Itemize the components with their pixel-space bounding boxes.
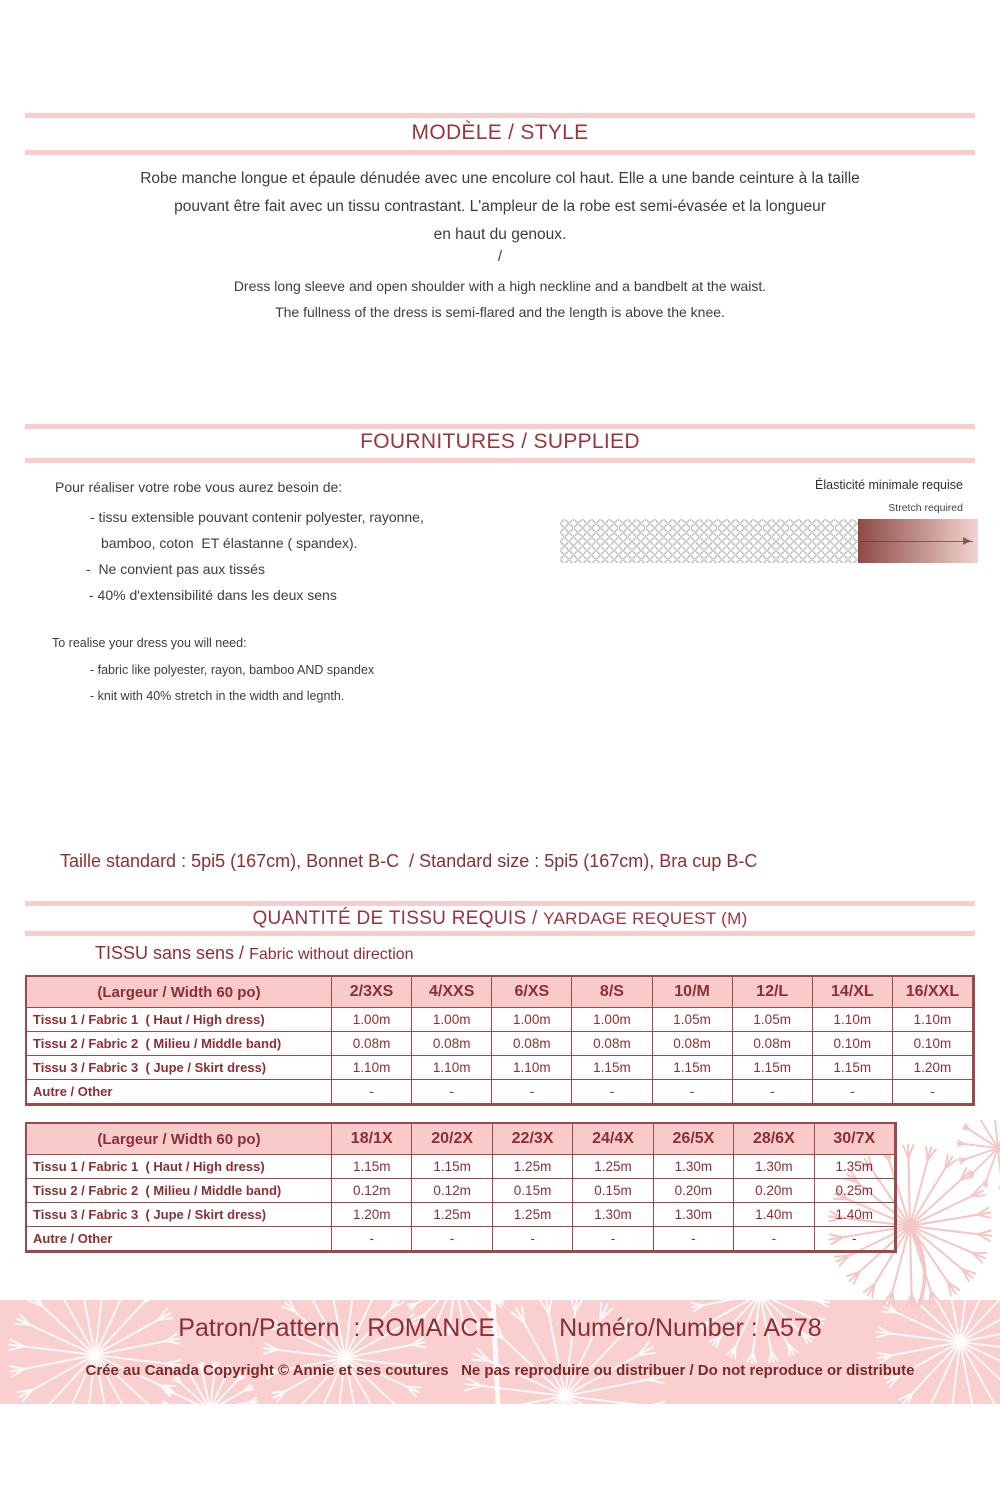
yardage-title-french: QUANTITÉ DE TISSU REQUIS / <box>252 908 544 929</box>
table-header-size: 28/6X <box>734 1124 814 1155</box>
table-cell-value: 1.05m <box>653 1008 733 1032</box>
style-en-line: Dress long sleeve and open shoulder with a high neckline and a bandbelt at the waist. <box>233 278 767 294</box>
table-cell-value: 0.20m <box>654 1179 734 1203</box>
style-description-french <box>0 165 1000 249</box>
table-cell-value: 0.10m <box>893 1032 973 1056</box>
style-description-english <box>0 273 1000 325</box>
table-cell-value: 0.08m <box>572 1032 652 1056</box>
table-row-label: Tissu 3 / Fabric 3 ( Jupe / Skirt dress) <box>27 1203 332 1227</box>
table-cell-value: - <box>653 1080 733 1104</box>
table-cell-value: 1.15m <box>813 1056 893 1080</box>
table-header-size: 6/XS <box>492 977 572 1008</box>
supplies-intro-french: Pour réaliser votre robe vous aurez besoin de: <box>55 479 343 495</box>
table-cell-value: 1.35m <box>815 1155 895 1179</box>
table-cell-value: - <box>412 1080 492 1104</box>
footer-pattern-line <box>0 1314 1000 1343</box>
table-row-label: Tissu 1 / Fabric 1 ( Haut / High dress) <box>27 1008 332 1032</box>
table-cell-value: - <box>572 1080 652 1104</box>
divider-line <box>25 931 975 936</box>
table-cell-value: - <box>492 1080 572 1104</box>
table-cell-value: 1.00m <box>332 1008 412 1032</box>
table-cell-value: - <box>734 1227 814 1251</box>
table-header-size: 22/3X <box>493 1124 573 1155</box>
yardage-table-plus-sizes <box>25 1122 897 1253</box>
table-cell-value: 0.10m <box>813 1032 893 1056</box>
table-header-size: 16/XXL <box>893 977 973 1008</box>
table-cell-value: 1.10m <box>332 1056 412 1080</box>
table-row-label: Tissu 2 / Fabric 2 ( Milieu / Middle band) <box>27 1179 332 1203</box>
table-cell-value: 0.08m <box>412 1032 492 1056</box>
table-cell-value: 1.20m <box>893 1056 973 1080</box>
supplies-intro-english: To realise your dress you will need: <box>52 636 247 650</box>
table-cell-value: 0.20m <box>734 1179 814 1203</box>
style-section-title: MODÈLE / STYLE <box>411 121 589 144</box>
table-cell-value: 1.15m <box>412 1155 492 1179</box>
table-cell-value: 1.05m <box>733 1008 813 1032</box>
style-en-line: The fullness of the dress is semi-flared and the length is above the knee. <box>275 304 725 320</box>
table-cell-value: 1.25m <box>493 1155 573 1179</box>
subtitle-french: TISSU sans sens / <box>95 943 250 963</box>
stretch-arrow-icon <box>860 541 973 542</box>
table-cell-value: - <box>813 1080 893 1104</box>
table-cell-value: 0.08m <box>653 1032 733 1056</box>
table-cell-value: 1.30m <box>734 1155 814 1179</box>
table-cell-value: - <box>573 1227 653 1251</box>
supplies-item-english: - knit with 40% stretch in the width and legnth. <box>90 689 345 703</box>
table-header-width-label: (Largeur / Width 60 po) <box>27 977 332 1008</box>
subtitle-english: Fabric without direction <box>249 946 414 963</box>
table-row-label: Tissu 1 / Fabric 1 ( Haut / High dress) <box>27 1155 332 1179</box>
footer-copyright-line: Crée au Canada Copyright © Annie et ses coutures Ne pas reproduire ou distribuer / Do not reproduce or distribute <box>85 1362 915 1379</box>
yardage-table-regular-sizes <box>25 975 975 1106</box>
stretch-gradient-bar <box>858 519 978 563</box>
yardage-section-title <box>0 906 1000 930</box>
supplies-item-french: - 40% d'extensibilité dans les deux sens <box>89 587 337 603</box>
table-cell-value: - <box>654 1227 734 1251</box>
pattern-number-label: Numéro/Number : A578 <box>559 1314 822 1342</box>
stretch-label-french: Élasticité minimale requise <box>815 478 963 492</box>
table-cell-value: 0.08m <box>733 1032 813 1056</box>
table-cell-value: 1.15m <box>653 1056 733 1080</box>
table-cell-value: 1.40m <box>815 1203 895 1227</box>
table-header-size: 10/M <box>653 977 733 1008</box>
table-header-size: 20/2X <box>412 1124 492 1155</box>
table-header-size: 8/S <box>572 977 652 1008</box>
table-cell-value: 1.20m <box>332 1203 412 1227</box>
table-cell-value: 1.25m <box>493 1203 573 1227</box>
table-cell-value: 1.25m <box>573 1155 653 1179</box>
table-row-label: Autre / Other <box>27 1227 332 1251</box>
table-cell-value: - <box>893 1080 973 1104</box>
fabric-direction-subtitle <box>95 943 414 964</box>
language-separator: / <box>497 248 503 265</box>
divider-line <box>25 458 975 463</box>
table-cell-value: 1.00m <box>492 1008 572 1032</box>
table-cell-value: - <box>815 1227 895 1251</box>
supplies-item-english: - fabric like polyester, rayon, bamboo AND spandex <box>90 663 375 677</box>
table-cell-value: 1.30m <box>573 1203 653 1227</box>
table-cell-value: 1.30m <box>654 1155 734 1179</box>
table-cell-value: 1.15m <box>332 1155 412 1179</box>
table-cell-value: - <box>733 1080 813 1104</box>
style-fr-line: Robe manche longue et épaule dénudée avec une encolure col haut. Elle a une bande ceinture à la taille <box>140 170 860 187</box>
table-cell-value: - <box>332 1080 412 1104</box>
table-cell-value: 1.40m <box>734 1203 814 1227</box>
table-cell-value: - <box>332 1227 412 1251</box>
table-row-label: Tissu 2 / Fabric 2 ( Milieu / Middle band) <box>27 1032 332 1056</box>
table-cell-value: 1.10m <box>893 1008 973 1032</box>
footer-band <box>0 1300 1000 1404</box>
divider-line <box>25 424 975 429</box>
table-cell-value: 1.10m <box>492 1056 572 1080</box>
table-header-size: 12/L <box>733 977 813 1008</box>
supplies-item-french: bamboo, coton ET élastanne ( spandex). <box>101 535 358 551</box>
stretch-indicator <box>560 519 978 563</box>
table-cell-value: 1.15m <box>572 1056 652 1080</box>
table-header-size: 14/XL <box>813 977 893 1008</box>
stretch-label-english: Stretch required <box>888 502 963 514</box>
table-cell-value: 0.12m <box>412 1179 492 1203</box>
yardage-title-english: YARDAGE REQUEST (M) <box>543 909 748 928</box>
table-row-label: Tissu 3 / Fabric 3 ( Jupe / Skirt dress) <box>27 1056 332 1080</box>
supplies-item-french: - tissu extensible pouvant contenir polyester, rayonne, <box>90 509 424 525</box>
style-fr-line: en haut du genoux. <box>433 226 567 243</box>
table-cell-value: 1.30m <box>654 1203 734 1227</box>
table-header-size: 4/XXS <box>412 977 492 1008</box>
divider-line <box>25 150 975 155</box>
table-header-size: 2/3XS <box>332 977 412 1008</box>
table-cell-value: 1.10m <box>412 1056 492 1080</box>
table-cell-value: 0.15m <box>493 1179 573 1203</box>
table-header-size: 26/5X <box>654 1124 734 1155</box>
table-header-size: 18/1X <box>332 1124 412 1155</box>
table-header-width-label: (Largeur / Width 60 po) <box>27 1124 332 1155</box>
pattern-name-label: Patron/Pattern : ROMANCE <box>178 1314 496 1342</box>
style-fr-line: pouvant être fait avec un tissu contrastant. L'ampleur de la robe est semi-évasée et la longueur <box>174 198 826 215</box>
table-cell-value: - <box>493 1227 573 1251</box>
table-cell-value: 1.00m <box>412 1008 492 1032</box>
table-cell-value: 0.08m <box>492 1032 572 1056</box>
table-cell-value: 1.10m <box>813 1008 893 1032</box>
table-header-size: 30/7X <box>815 1124 895 1155</box>
table-cell-value: 0.12m <box>332 1179 412 1203</box>
table-cell-value: 0.15m <box>573 1179 653 1203</box>
table-cell-value: 0.25m <box>815 1179 895 1203</box>
table-cell-value: - <box>412 1227 492 1251</box>
table-header-size: 24/4X <box>573 1124 653 1155</box>
table-cell-value: 1.25m <box>412 1203 492 1227</box>
supplies-section-title: FOURNITURES / SUPPLIED <box>360 430 640 453</box>
table-row-label: Autre / Other <box>27 1080 332 1104</box>
divider-line <box>25 113 975 118</box>
table-cell-value: 0.08m <box>332 1032 412 1056</box>
table-cell-value: 1.15m <box>733 1056 813 1080</box>
fabric-mesh-pattern <box>560 519 858 563</box>
standard-size-line: Taille standard : 5pi5 (167cm), Bonnet B-C / Standard size : 5pi5 (167cm), Bra cup B-C <box>60 851 758 871</box>
supplies-item-french: - Ne convient pas aux tissés <box>86 561 265 577</box>
table-cell-value: 1.00m <box>572 1008 652 1032</box>
